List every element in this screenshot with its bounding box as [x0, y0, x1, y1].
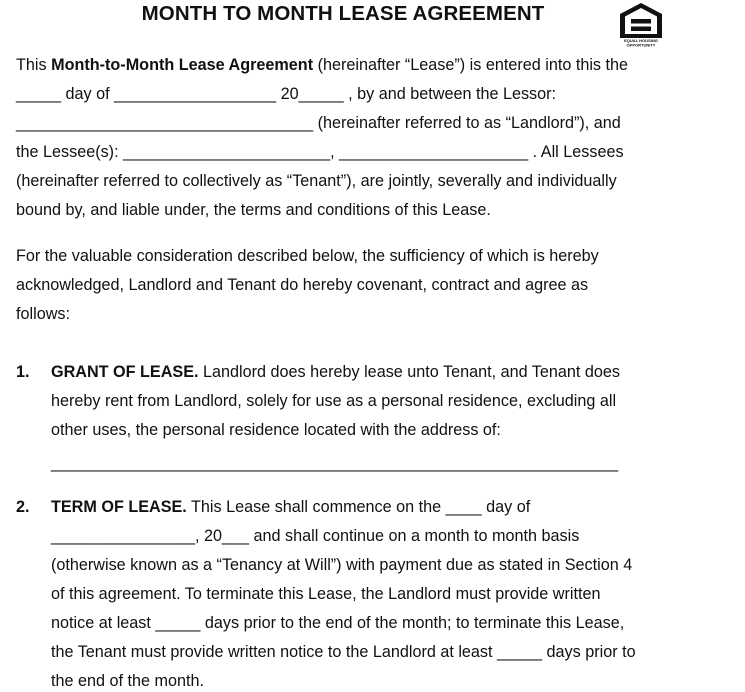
- document-title: MONTH TO MONTH LEASE AGREEMENT: [141, 2, 545, 25]
- section-1-line-1: GRANT OF LEASE. Landlord does hereby lease unto Tenant, and Tenant does: [51, 363, 621, 381]
- equal-housing-logo: [616, 1, 666, 47]
- intro-line-5: (hereinafter referred to collectively as “Tenant”), are jointly, severally and individually: [16, 172, 617, 190]
- section-1-address-blank: _______________________________________________________________: [51, 454, 619, 472]
- section-2-number: 2.: [16, 498, 30, 516]
- section-2-line-6: the Tenant must provide written notice to the Landlord at least _____ days prior to: [51, 643, 636, 661]
- section-1-line-2: hereby rent from Landlord, solely for use as a personal residence, excluding all: [51, 392, 617, 410]
- section-1-line-3: other uses, the personal residence located with the address of:: [51, 421, 501, 439]
- equal-housing-house-icon: [616, 1, 666, 47]
- section-2-line-3: (otherwise known as a “Tenancy at Will”) with payment due as stated in Section 4: [51, 556, 633, 574]
- intro-line-1: This Month-to-Month Lease Agreement (hereinafter “Lease”) is entered into this the: [16, 56, 629, 74]
- section-2-line-2: ________________, 20___ and shall continue on a month to month basis: [51, 527, 580, 545]
- section-1-heading: GRANT OF LEASE.: [51, 363, 199, 381]
- consideration-line-3: follows:: [16, 305, 70, 323]
- intro-line-2: _____ day of __________________ 20_____ , by and between the Lessor:: [16, 85, 557, 103]
- section-2-heading: TERM OF LEASE.: [51, 498, 187, 516]
- consideration-line-2: acknowledged, Landlord and Tenant do hereby covenant, contract and agree as: [16, 276, 589, 294]
- intro-line-6: bound by, and liable under, the terms and conditions of this Lease.: [16, 201, 491, 219]
- section-2-line-5: notice at least _____ days prior to the end of the month; to terminate this Lease,: [51, 614, 625, 632]
- section-1-number: 1.: [16, 363, 30, 381]
- section-2-line-7: the end of the month.: [51, 672, 204, 690]
- logo-text-line2: OPPORTUNITY: [626, 42, 656, 47]
- intro-line-3: _________________________________ (hereinafter referred to as “Landlord”), and: [16, 114, 621, 132]
- consideration-line-1: For the valuable consideration described below, the sufficiency of which is hereby: [16, 247, 599, 265]
- agreement-name: Month-to-Month Lease Agreement: [51, 56, 314, 74]
- section-2-line-1: TERM OF LEASE. This Lease shall commence on the ____ day of: [51, 498, 531, 516]
- intro-line-4: the Lessee(s): _______________________, _____________________ . All Lessees: [16, 143, 624, 161]
- section-2-line-4: of this agreement. To terminate this Lease, the Landlord must provide written: [51, 585, 601, 603]
- logo-text-line1: EQUAL HOUSING: [624, 38, 658, 43]
